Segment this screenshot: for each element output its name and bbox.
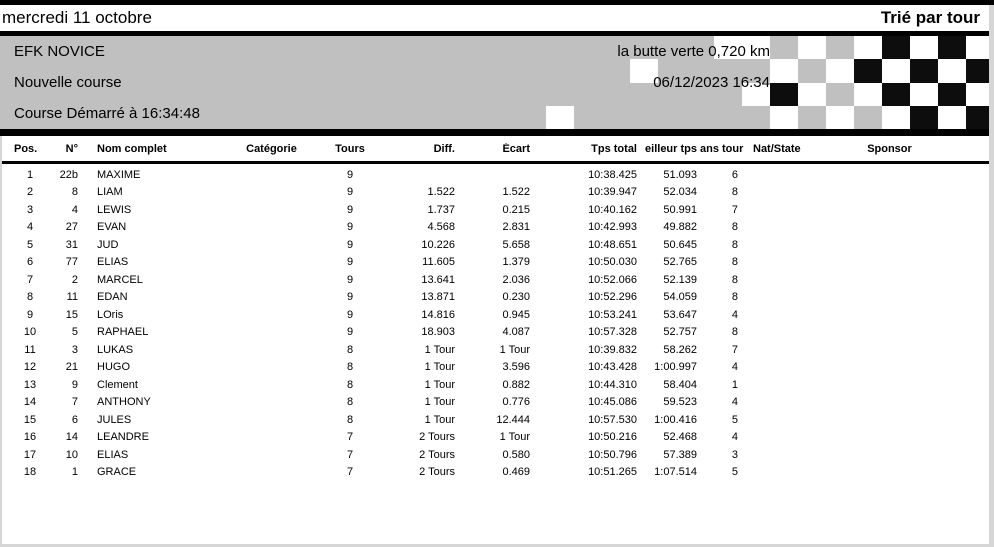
checker-square [854, 36, 882, 59]
checker-square [882, 36, 910, 59]
cell-tours: 9 [346, 203, 354, 216]
checker-square [854, 83, 882, 106]
cell-meilleur_tps: 1:00.416 [654, 413, 697, 426]
table-row [0, 254, 994, 272]
sort-mode-label: Trié par tour [880, 8, 980, 27]
cell-tours: 9 [346, 326, 354, 339]
cell-pos: 8 [26, 291, 34, 304]
cell-diff: 13.641 [421, 273, 455, 286]
cell-ecart: 5.658 [502, 238, 530, 251]
checker-square [882, 106, 910, 129]
cell-nom: ANTHONY [97, 396, 151, 409]
cell-tours: 9 [346, 273, 354, 286]
event-info-right [617, 36, 770, 98]
cell-ecart: 0.580 [502, 448, 530, 461]
cell-tours: 8 [346, 396, 354, 409]
checker-square [770, 83, 798, 106]
cell-nom: MARCEL [97, 273, 143, 286]
cell-pos: 16 [23, 431, 37, 444]
cell-ecart: 0.945 [502, 308, 530, 321]
cell-dans_tour: 3 [731, 448, 738, 461]
cell-tours: 9 [346, 221, 354, 234]
checker-square [798, 36, 826, 59]
table-top-bar [0, 129, 994, 136]
cell-meilleur_tps: 53.647 [663, 308, 697, 321]
column-header-dans_tour: ans tour [700, 142, 744, 155]
cell-ecart: 12.444 [496, 413, 530, 426]
checker-square [770, 36, 798, 59]
cell-num: 9 [71, 378, 78, 391]
cell-num: 22b [59, 168, 78, 181]
cell-dans_tour: 5 [731, 466, 738, 479]
table-row [0, 464, 994, 482]
cell-tps_total: 10:50.796 [588, 448, 637, 461]
checker-square [798, 83, 826, 106]
cell-num: 10 [65, 448, 78, 461]
cell-tours: 9 [346, 238, 354, 251]
cell-dans_tour: 4 [731, 308, 738, 321]
table-row [0, 236, 994, 254]
cell-nom: LIAM [97, 186, 123, 199]
cell-nom: LOris [97, 308, 124, 321]
cell-pos: 17 [23, 448, 37, 461]
table-row [0, 271, 994, 289]
column-header-pos: Pos. [14, 142, 38, 155]
cell-num: 3 [71, 343, 78, 356]
cell-num: 2 [71, 273, 78, 286]
cell-tps_total: 10:52.066 [588, 273, 637, 286]
cell-tps_total: 10:52.296 [588, 291, 637, 304]
checker-square [938, 106, 966, 129]
cell-pos: 11 [24, 343, 36, 356]
table-row [0, 184, 994, 202]
cell-pos: 13 [23, 378, 37, 391]
table-row [0, 219, 994, 237]
checker-square [742, 106, 770, 129]
cell-dans_tour: 8 [731, 238, 738, 251]
checker-square [910, 83, 938, 106]
cell-tps_total: 10:50.030 [588, 256, 637, 269]
cell-tps_total: 10:48.651 [588, 238, 637, 251]
checker-square [938, 36, 966, 59]
cell-dans_tour: 8 [731, 221, 738, 234]
cell-tps_total: 10:51.265 [588, 466, 637, 479]
cell-num: 8 [71, 186, 78, 199]
cell-nom: LUKAS [97, 343, 134, 356]
table-row [0, 324, 994, 342]
event-datetime: 06/12/2023 16:34 [653, 74, 770, 91]
column-header-meilleur_tps: eilleur tps [645, 142, 697, 155]
cell-tps_total: 10:44.310 [588, 378, 637, 391]
checker-square [910, 36, 938, 59]
column-header-sponsor: Sponsor [867, 142, 912, 155]
cell-pos: 1 [26, 168, 34, 181]
cell-meilleur_tps: 51.093 [663, 168, 697, 181]
cell-meilleur_tps: 52.757 [663, 326, 697, 339]
cell-tps_total: 10:42.993 [588, 221, 637, 234]
cell-tps_total: 10:38.425 [588, 168, 637, 181]
cell-ecart: 0.215 [502, 203, 530, 216]
checker-square [882, 83, 910, 106]
cell-num: 1 [71, 466, 78, 479]
cell-ecart: 1.379 [502, 256, 530, 269]
cell-nom: ELIAS [97, 256, 129, 269]
cell-diff: 1 Tour [424, 396, 455, 409]
cell-ecart: 2.831 [502, 221, 530, 234]
table-header-underline [0, 161, 994, 164]
cell-num: 4 [71, 203, 78, 216]
cell-tours: 8 [346, 343, 354, 356]
cell-nom: EDAN [97, 291, 128, 304]
checker-square [798, 106, 826, 129]
cell-num: 6 [71, 413, 78, 426]
cell-meilleur_tps: 1:07.514 [654, 466, 697, 479]
cell-tours: 7 [346, 466, 354, 479]
cell-diff: 2 Tours [419, 466, 455, 479]
cell-ecart: 1.522 [502, 186, 530, 199]
cell-pos: 3 [26, 203, 34, 216]
cell-nom: Clement [97, 378, 138, 391]
column-header-nat_state: Nat/State [753, 142, 801, 155]
cell-tours: 7 [346, 431, 354, 444]
cell-pos: 4 [26, 221, 34, 234]
cell-diff: 1 Tour [424, 361, 455, 374]
table-row [0, 394, 994, 412]
cell-ecart: 3.596 [502, 361, 530, 374]
checker-square [938, 59, 966, 82]
cell-meilleur_tps: 52.034 [663, 186, 697, 199]
cell-tps_total: 10:53.241 [588, 308, 637, 321]
cell-dans_tour: 6 [731, 168, 738, 181]
column-header-tps_total: Tps total [591, 142, 637, 155]
checker-square [938, 83, 966, 106]
cell-tps_total: 10:57.530 [588, 413, 637, 426]
class-name: EFK NOVICE [14, 43, 105, 60]
cell-pos: 15 [23, 413, 37, 426]
table-body [0, 166, 994, 481]
checker-square [854, 59, 882, 82]
cell-ecart: 0.230 [502, 291, 530, 304]
cell-pos: 9 [26, 308, 34, 321]
cell-tps_total: 10:45.086 [588, 396, 637, 409]
cell-meilleur_tps: 57.389 [663, 448, 697, 461]
cell-dans_tour: 5 [731, 413, 738, 426]
cell-num: 7 [71, 396, 78, 409]
cell-meilleur_tps: 49.882 [663, 221, 697, 234]
cell-diff: 4.568 [427, 221, 455, 234]
cell-pos: 10 [23, 326, 37, 339]
cell-ecart: 4.087 [502, 326, 530, 339]
cell-tps_total: 10:40.162 [588, 203, 637, 216]
cell-nom: MAXIME [97, 168, 141, 181]
cell-ecart: 0.776 [502, 396, 530, 409]
cell-meilleur_tps: 58.262 [663, 343, 697, 356]
cell-nom: LEWIS [97, 203, 132, 216]
page-edge-right [989, 5, 994, 547]
checker-square [798, 59, 826, 82]
cell-pos: 14 [23, 396, 37, 409]
cell-num: 31 [65, 238, 78, 251]
cell-pos: 2 [26, 186, 34, 199]
table-row [0, 411, 994, 429]
cell-tps_total: 10:39.832 [588, 343, 637, 356]
cell-meilleur_tps: 50.991 [663, 203, 697, 216]
cell-diff: 18.903 [421, 326, 455, 339]
cell-tours: 9 [346, 168, 354, 181]
cell-diff: 2 Tours [419, 448, 455, 461]
checker-square [826, 106, 854, 129]
checker-square [910, 106, 938, 129]
cell-num: 21 [65, 361, 78, 374]
cell-tps_total: 10:50.216 [588, 431, 637, 444]
title-bar [0, 5, 994, 31]
table-row [0, 446, 994, 464]
cell-dans_tour: 8 [731, 273, 738, 286]
cell-dans_tour: 8 [731, 186, 738, 199]
cell-meilleur_tps: 50.645 [663, 238, 697, 251]
cell-pos: 18 [23, 466, 37, 479]
cell-num: 14 [65, 431, 78, 444]
checker-square [770, 106, 798, 129]
cell-num: 11 [66, 291, 78, 304]
table-row [0, 166, 994, 184]
cell-dans_tour: 7 [731, 343, 738, 356]
checker-square [882, 59, 910, 82]
cell-meilleur_tps: 1:00.997 [654, 361, 697, 374]
cell-meilleur_tps: 54.059 [663, 291, 697, 304]
page-edge-left [0, 136, 2, 547]
table-header-row [0, 136, 994, 161]
cell-ecart: 2.036 [502, 273, 530, 286]
column-header-tours: Tours [335, 142, 365, 155]
cell-diff: 10.226 [421, 238, 455, 251]
cell-tours: 9 [346, 291, 354, 304]
cell-num: 27 [65, 221, 78, 234]
cell-diff: 14.816 [421, 308, 455, 321]
cell-pos: 7 [26, 273, 34, 286]
column-header-nom: Nom complet [97, 142, 167, 155]
cell-diff: 1 Tour [424, 343, 455, 356]
cell-diff: 1.522 [427, 186, 455, 199]
cell-nom: HUGO [97, 361, 130, 374]
cell-tours: 7 [346, 448, 354, 461]
cell-pos: 5 [26, 238, 34, 251]
cell-dans_tour: 8 [731, 326, 738, 339]
cell-tps_total: 10:39.947 [588, 186, 637, 199]
cell-tours: 9 [346, 308, 354, 321]
column-header-categorie: Catégorie [246, 142, 297, 155]
cell-meilleur_tps: 52.765 [663, 256, 697, 269]
cell-num: 77 [65, 256, 78, 269]
cell-nom: ELIAS [97, 448, 129, 461]
table-row [0, 429, 994, 447]
cell-nom: RAPHAEL [97, 326, 149, 339]
cell-tours: 9 [346, 256, 354, 269]
cell-meilleur_tps: 59.523 [663, 396, 697, 409]
cell-diff: 1 Tour [424, 378, 455, 391]
checker-square [546, 106, 574, 129]
cell-tours: 8 [346, 378, 354, 391]
table-row [0, 306, 994, 324]
cell-ecart: 0.882 [502, 378, 530, 391]
cell-tps_total: 10:57.328 [588, 326, 637, 339]
column-header-num: N° [65, 142, 78, 155]
cell-dans_tour: 8 [731, 291, 738, 304]
cell-nom: GRACE [97, 466, 137, 479]
table-row [0, 376, 994, 394]
cell-pos: 6 [26, 256, 34, 269]
checker-square [826, 83, 854, 106]
cell-nom: EVAN [97, 221, 127, 234]
cell-diff: 1 Tour [424, 413, 455, 426]
cell-num: 5 [71, 326, 78, 339]
report-date: mercredi 11 octobre [2, 8, 152, 27]
cell-diff: 13.871 [421, 291, 455, 304]
cell-diff: 11.605 [422, 256, 455, 269]
cell-ecart: 0.469 [502, 466, 530, 479]
column-header-ecart: Écart [502, 142, 530, 155]
checker-square [826, 59, 854, 82]
column-header-diff: Diff. [433, 142, 455, 155]
checker-square [910, 59, 938, 82]
race-start-info: Course Démarré à 16:34:48 [14, 105, 200, 122]
cell-diff: 1.737 [427, 203, 455, 216]
event-info-left [14, 36, 200, 129]
cell-dans_tour: 4 [731, 361, 738, 374]
cell-ecart: 1 Tour [499, 343, 530, 356]
cell-dans_tour: 8 [731, 256, 738, 269]
checker-square [854, 106, 882, 129]
cell-dans_tour: 4 [731, 431, 738, 444]
cell-num: 15 [65, 308, 78, 321]
cell-tours: 8 [346, 413, 354, 426]
table-row [0, 359, 994, 377]
cell-meilleur_tps: 52.468 [663, 431, 697, 444]
cell-ecart: 1 Tour [499, 431, 530, 444]
checker-square [770, 59, 798, 82]
checker-square [826, 36, 854, 59]
cell-tours: 8 [346, 361, 354, 374]
cell-diff: 2 Tours [419, 431, 455, 444]
cell-meilleur_tps: 58.404 [663, 378, 697, 391]
race-name: Nouvelle course [14, 74, 122, 91]
cell-dans_tour: 1 [731, 378, 738, 391]
cell-nom: LEANDRE [97, 431, 149, 444]
table-row [0, 201, 994, 219]
table-row [0, 289, 994, 307]
cell-dans_tour: 7 [731, 203, 738, 216]
cell-meilleur_tps: 52.139 [663, 273, 697, 286]
cell-tours: 9 [346, 186, 354, 199]
cell-nom: JULES [97, 413, 132, 426]
table-row [0, 341, 994, 359]
track-name-length: la butte verte 0,720 km [617, 43, 770, 60]
cell-dans_tour: 4 [731, 396, 738, 409]
event-header [0, 36, 994, 129]
cell-pos: 12 [23, 361, 37, 374]
cell-tps_total: 10:43.428 [588, 361, 637, 374]
cell-nom: JUD [97, 238, 119, 251]
